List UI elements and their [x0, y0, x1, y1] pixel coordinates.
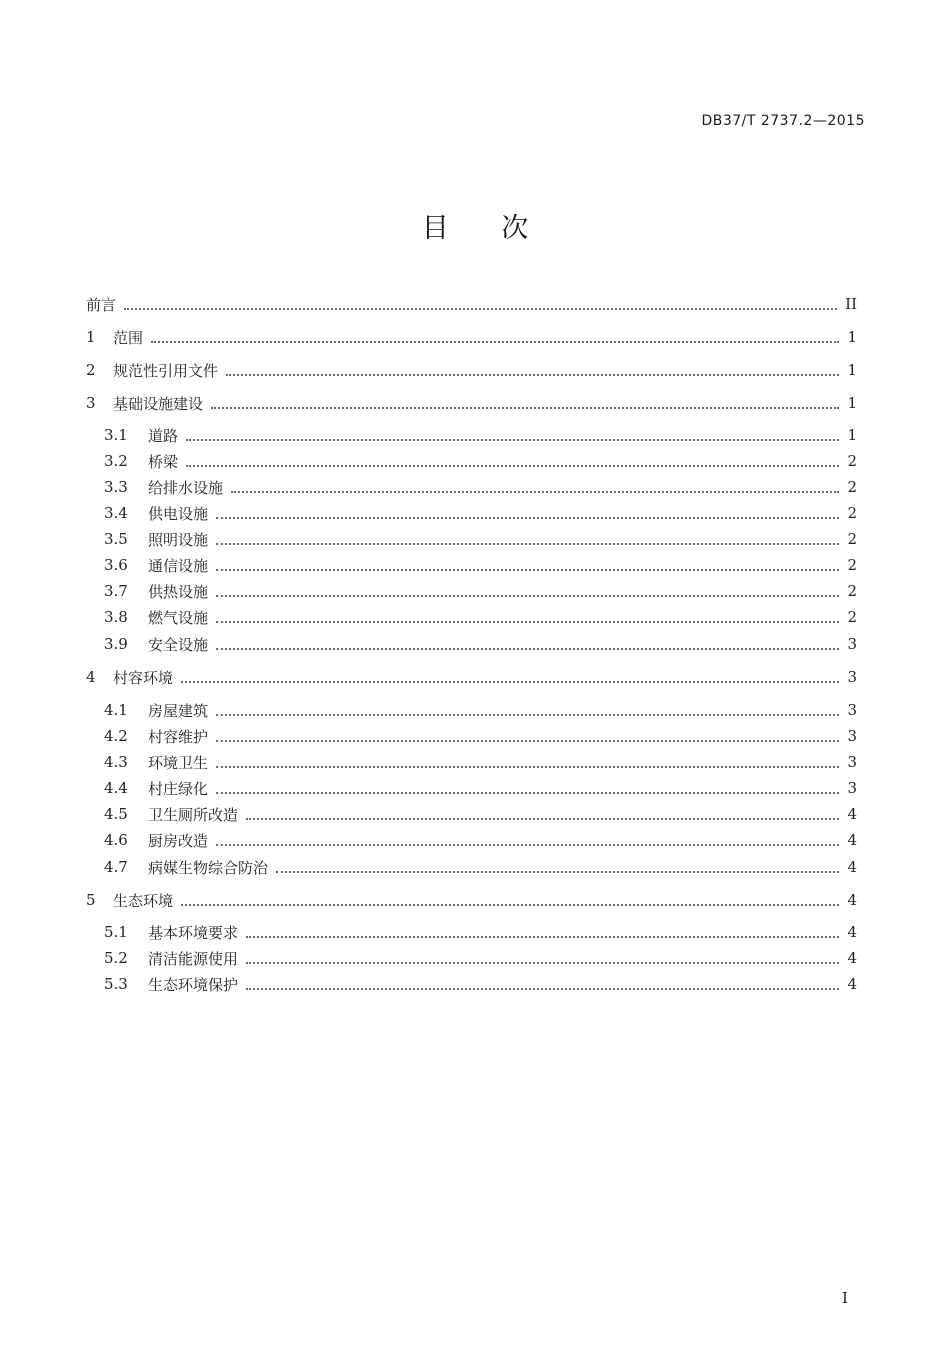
dot-leader	[151, 340, 839, 343]
toc-entry-page: 4	[847, 805, 857, 823]
dot-leader	[216, 516, 839, 519]
dot-leader	[216, 542, 839, 545]
dot-leader	[226, 373, 839, 376]
toc-entry-number: 1	[86, 328, 96, 346]
toc-entry[interactable]	[104, 751, 857, 773]
toc-entry[interactable]	[104, 856, 857, 878]
toc-entry-page: 3	[847, 727, 857, 745]
toc-entry[interactable]	[86, 293, 857, 315]
dot-leader	[276, 870, 839, 873]
toc-entry-label: 范围	[113, 328, 144, 347]
toc-entry-number: 4.3	[104, 753, 128, 771]
toc-entry-number: 3.7	[104, 582, 128, 600]
toc-entry-page: 2	[847, 504, 857, 522]
toc-entry-page: 1	[847, 328, 857, 346]
toc-entry[interactable]	[104, 502, 857, 524]
toc-entry-number: 5.2	[104, 949, 128, 967]
toc-entry-page: 4	[847, 923, 857, 941]
toc-entry-label: 村庄绿化	[148, 779, 209, 798]
toc-entry[interactable]	[104, 803, 857, 825]
toc-entry-page: 4	[847, 891, 857, 909]
toc-entry[interactable]	[104, 725, 857, 747]
toc-entry-page: 2	[847, 582, 857, 600]
toc-entry-page: 4	[847, 858, 857, 876]
toc-entry[interactable]	[104, 947, 857, 969]
toc-entry-page: 3	[847, 635, 857, 653]
toc-entry-page: 3	[847, 668, 857, 686]
toc-entry-number: 4.6	[104, 831, 128, 849]
toc-entry[interactable]	[104, 829, 857, 851]
toc-entry-page: 2	[847, 452, 857, 470]
toc-entry-number: 4.4	[104, 779, 128, 797]
toc-entry-label: 生态环境	[113, 891, 174, 910]
toc-entry-label: 供电设施	[148, 504, 209, 523]
toc-entry-page: 1	[847, 361, 857, 379]
toc-entry-label: 桥梁	[148, 452, 179, 471]
page-number: I	[842, 1289, 848, 1307]
toc-entry-number: 5.3	[104, 975, 128, 993]
toc-entry[interactable]	[104, 528, 857, 550]
toc-entry[interactable]	[104, 699, 857, 721]
toc-entry-page: 3	[847, 779, 857, 797]
toc-entry-number: 4	[86, 668, 96, 686]
dot-leader	[186, 438, 839, 441]
toc-entry-label: 清洁能源使用	[148, 949, 239, 968]
toc-entry-page: 2	[847, 478, 857, 496]
dot-leader	[216, 765, 839, 768]
toc-entry-label: 道路	[148, 426, 179, 445]
toc-entry-label: 供热设施	[148, 582, 209, 601]
toc-entry-label: 厨房改造	[148, 831, 209, 850]
toc-entry[interactable]	[86, 392, 857, 414]
toc-entry-number: 4.2	[104, 727, 128, 745]
dot-leader	[246, 935, 839, 938]
toc-entry-page: 4	[847, 831, 857, 849]
dot-leader	[216, 791, 839, 794]
dot-leader	[216, 594, 839, 597]
dot-leader	[216, 843, 839, 846]
dot-leader	[216, 647, 839, 650]
toc-entry-label: 房屋建筑	[148, 701, 209, 720]
dot-leader	[246, 817, 839, 820]
toc-entry-number: 4.1	[104, 701, 128, 719]
toc-entry-number: 4.7	[104, 858, 128, 876]
toc-entry-page: 4	[847, 949, 857, 967]
toc-entry-label: 燃气设施	[148, 608, 209, 627]
toc-entry-page: 3	[847, 753, 857, 771]
toc-entry[interactable]	[86, 666, 857, 688]
toc-entry-label: 村容维护	[148, 727, 209, 746]
toc-entry-page: 1	[847, 426, 857, 444]
toc-entry[interactable]	[104, 450, 857, 472]
toc-entry-number: 3.5	[104, 530, 128, 548]
dot-leader	[216, 713, 839, 716]
toc-entry-number: 3.2	[104, 452, 128, 470]
toc-entry-label: 生态环境保护	[148, 975, 239, 994]
dot-leader	[181, 903, 839, 906]
toc-entry-number: 3.9	[104, 635, 128, 653]
toc-entry-number: 2	[86, 361, 96, 379]
toc-entry-page: II	[845, 295, 857, 313]
toc-entry[interactable]	[104, 633, 857, 655]
toc-entry-number: 5.1	[104, 923, 128, 941]
toc-entry[interactable]	[104, 973, 857, 995]
dot-leader	[216, 739, 839, 742]
toc-entry[interactable]	[86, 359, 857, 381]
toc-entry-label: 卫生厕所改造	[148, 805, 239, 824]
toc-entry-label: 基本环境要求	[148, 923, 239, 942]
toc-entry-label: 规范性引用文件	[113, 361, 219, 380]
toc-entry[interactable]	[86, 889, 857, 911]
dot-leader	[216, 620, 839, 623]
toc-entry-label: 照明设施	[148, 530, 209, 549]
dot-leader	[216, 568, 839, 571]
toc-entry-number: 3.3	[104, 478, 128, 496]
dot-leader	[211, 406, 839, 409]
dot-leader	[246, 961, 839, 964]
dot-leader	[186, 464, 839, 467]
toc-entry-label: 前言	[86, 295, 117, 314]
toc-entry-number: 4.5	[104, 805, 128, 823]
dot-leader	[231, 490, 839, 493]
toc-entry[interactable]	[104, 554, 857, 576]
toc-entry-number: 5	[86, 891, 96, 909]
toc-entry-page: 4	[847, 975, 857, 993]
toc-entry-number: 3.1	[104, 426, 128, 444]
toc-entry-page: 2	[847, 608, 857, 626]
toc-entry[interactable]	[104, 921, 857, 943]
toc-entry[interactable]	[104, 606, 857, 628]
toc-entry-number: 3.4	[104, 504, 128, 522]
toc-entry-page: 2	[847, 556, 857, 574]
toc-entry-page: 1	[847, 394, 857, 412]
toc-entry-label: 通信设施	[148, 556, 209, 575]
toc-entry-label: 病媒生物综合防治	[148, 858, 269, 877]
toc-entry[interactable]	[104, 580, 857, 602]
toc-entry-number: 3.6	[104, 556, 128, 574]
toc-entry-number: 3.8	[104, 608, 128, 626]
dot-leader	[246, 987, 839, 990]
toc-entry[interactable]	[104, 424, 857, 446]
toc-entry-page: 3	[847, 701, 857, 719]
toc-entry-page: 2	[847, 530, 857, 548]
toc-entry-label: 环境卫生	[148, 753, 209, 772]
dot-leader	[124, 307, 837, 310]
toc-entry[interactable]	[104, 777, 857, 799]
dot-leader	[181, 680, 839, 683]
toc-entry-label: 给排水设施	[148, 478, 224, 497]
toc-entry[interactable]	[86, 326, 857, 348]
toc-entry-label: 安全设施	[148, 635, 209, 654]
toc-entry-label: 村容环境	[113, 668, 174, 687]
standard-code: DB37/T 2737.2—2015	[701, 113, 865, 129]
toc-entry-number: 3	[86, 394, 96, 412]
toc-entry-label: 基础设施建设	[113, 394, 204, 413]
page-title: 目 次	[421, 213, 551, 244]
toc-entry[interactable]	[104, 476, 857, 498]
